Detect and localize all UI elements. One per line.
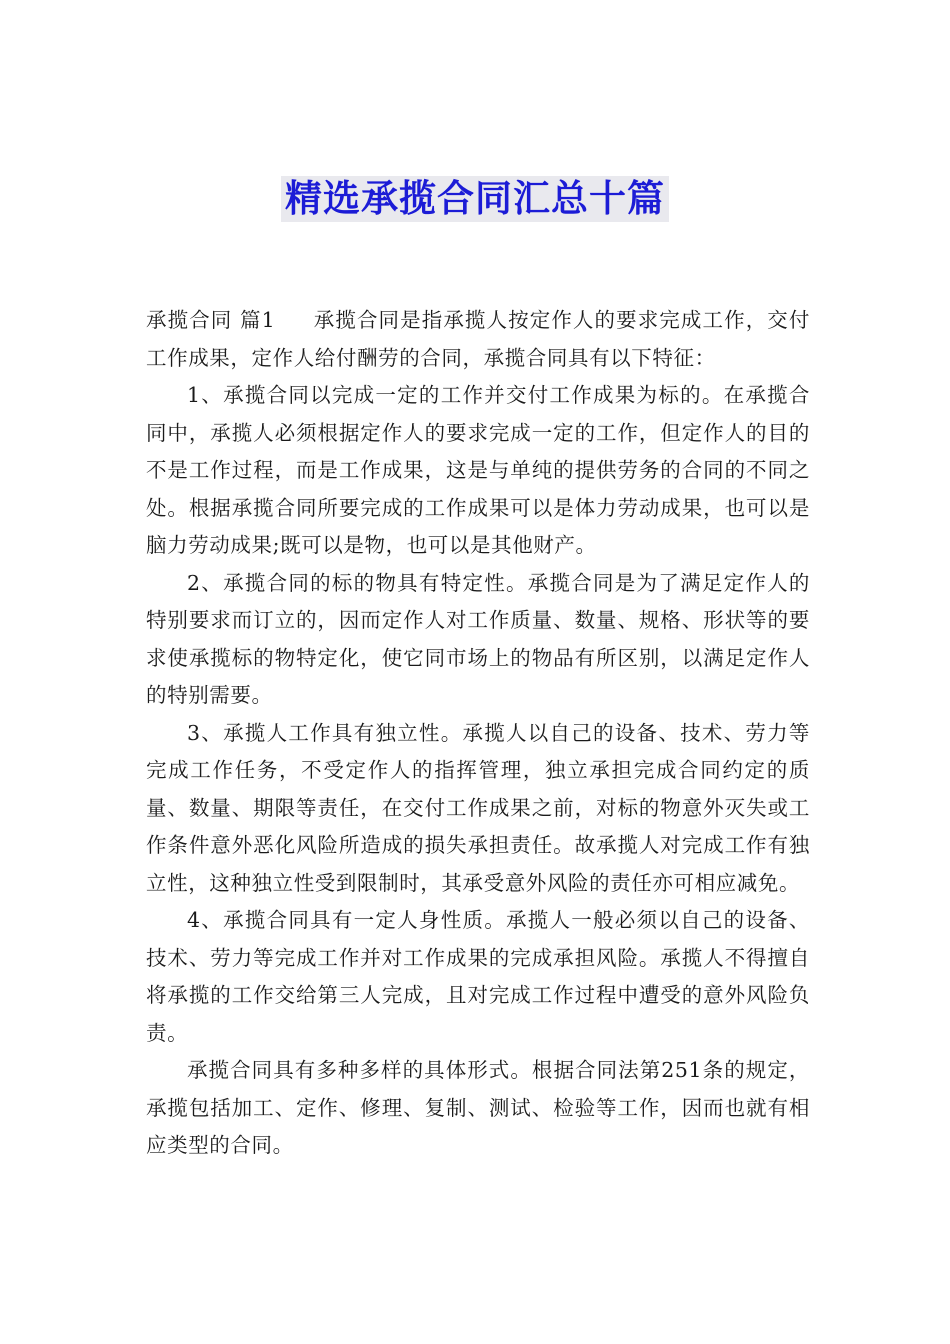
paragraph-text: 承揽合同是指承揽人按定作人的要求完成工作，交付工作成果，定作人给付酬劳的合同，承揽合同具有以下特征：: [146, 308, 810, 370]
title-container: [0, 176, 950, 222]
paragraph-feature-1: 1、承揽合同以完成一定的工作并交付工作成果为标的。在承揽合同中，承揽人必须根据定作人的要求完成一定的工作，但定作人的目的不是工作过程，而是工作成果，这是与单纯的提供劳务的合同的不同之处。根据承揽合同所要完成的工作成果可以是体力劳动成果，也可以是脑力劳动成果;既可以是物，也可以是其他财产。: [146, 383, 810, 557]
paragraph-feature-4: 4、承揽合同具有一定人身性质。承揽人一般必须以自己的设备、技术、劳力等完成工作并对工作成果的完成承担风险。承揽人不得擅自将承揽的工作交给第三人完成，且对完成工作过程中遭受的意外风险负责。: [146, 908, 810, 1045]
paragraph-feature-2: 2、承揽合同的标的物具有特定性。承揽合同是为了满足定作人的特别要求而订立的，因而定作人对工作质量、数量、规格、形状等的要求使承揽标的物特定化，使它同市场上的物品有所区别，以满足定作人的特别需要。: [146, 570, 810, 707]
section-label: 承揽合同 篇1: [146, 308, 276, 332]
document-title: 精选承揽合同汇总十篇: [281, 176, 669, 222]
document-body: [146, 302, 810, 1165]
paragraph-forms: 承揽合同具有多种多样的具体形式。根据合同法第251条的规定，承揽包括加工、定作、修理、复制、测试、检验等工作，因而也就有相应类型的合同。: [146, 1058, 810, 1157]
intro-paragraph: [146, 302, 810, 377]
paragraph-feature-3: 3、承揽人工作具有独立性。承揽人以自己的设备、技术、劳力等完成工作任务，不受定作人的指挥管理，独立承担完成合同约定的质量、数量、期限等责任，在交付工作成果之前，对标的物意外灭失或工作条件意外恶化风险所造成的损失承担责任。故承揽人对完成工作有独立性，这种独立性受到限制时，其承受意外风险的责任亦可相应减免。: [146, 720, 810, 895]
